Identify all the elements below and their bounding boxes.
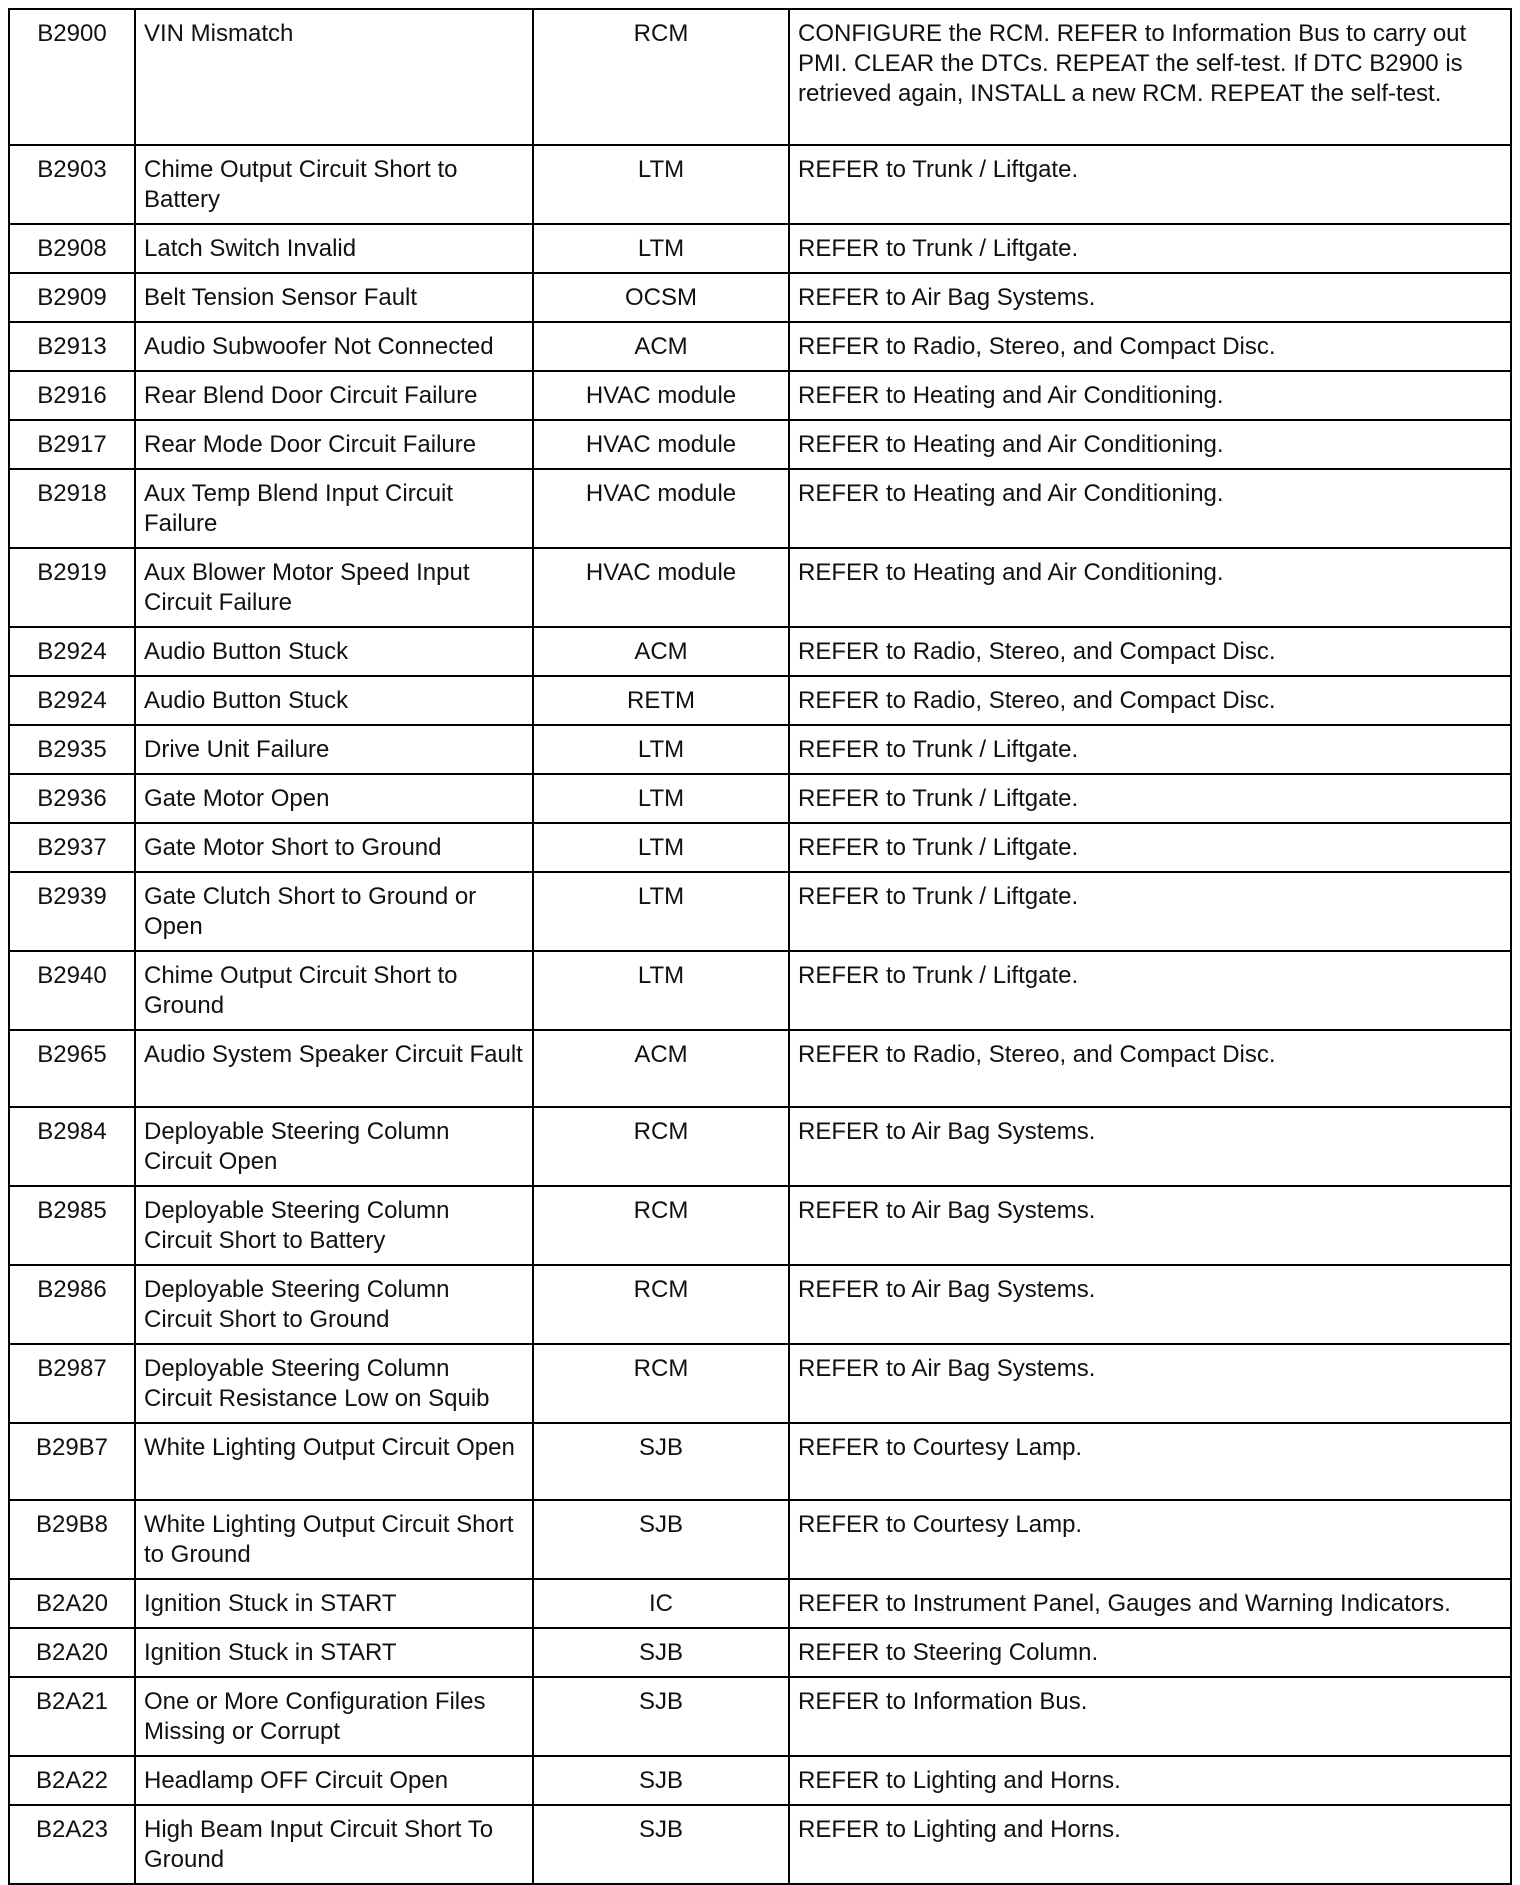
table-row [9,951,1511,1030]
dtc-description-cell: Gate Clutch Short to Ground or Open [135,872,533,951]
table-row [9,774,1511,823]
dtc-description-cell: Belt Tension Sensor Fault [135,273,533,322]
table-row [9,322,1511,371]
table-row [9,627,1511,676]
table-row [9,420,1511,469]
table-row [9,1186,1511,1265]
dtc-action-cell: REFER to Trunk / Liftgate. [789,224,1511,273]
table-row [9,1030,1511,1107]
dtc-code-cell: B2916 [9,371,135,420]
dtc-action-cell: REFER to Radio, Stereo, and Compact Disc. [789,676,1511,725]
dtc-module-cell: SJB [533,1500,789,1579]
table-row [9,273,1511,322]
table-row [9,1423,1511,1500]
table-row [9,1756,1511,1805]
dtc-code-cell: B2A21 [9,1677,135,1756]
dtc-action-cell: REFER to Lighting and Horns. [789,1756,1511,1805]
dtc-module-cell: ACM [533,322,789,371]
dtc-action-cell: REFER to Trunk / Liftgate. [789,951,1511,1030]
dtc-action-cell: REFER to Trunk / Liftgate. [789,823,1511,872]
dtc-module-cell: SJB [533,1805,789,1884]
dtc-description-cell: White Lighting Output Circuit Short to Ground [135,1500,533,1579]
dtc-module-cell: HVAC module [533,420,789,469]
dtc-description-cell: Audio Subwoofer Not Connected [135,322,533,371]
dtc-description-cell: Chime Output Circuit Short to Battery [135,145,533,224]
table-row [9,548,1511,627]
dtc-description-cell: Aux Blower Motor Speed Input Circuit Failure [135,548,533,627]
dtc-module-cell: RETM [533,676,789,725]
dtc-action-cell: REFER to Steering Column. [789,1628,1511,1677]
table-row [9,1628,1511,1677]
dtc-description-cell: Gate Motor Short to Ground [135,823,533,872]
dtc-code-cell: B2924 [9,627,135,676]
dtc-action-cell: REFER to Air Bag Systems. [789,1265,1511,1344]
dtc-code-cell: B2919 [9,548,135,627]
dtc-code-cell: B2924 [9,676,135,725]
table-row [9,1107,1511,1186]
dtc-code-cell: B2918 [9,469,135,548]
dtc-action-cell: REFER to Radio, Stereo, and Compact Disc. [789,1030,1511,1107]
dtc-description-cell: Gate Motor Open [135,774,533,823]
table-row [9,9,1511,145]
dtc-code-cell: B2A23 [9,1805,135,1884]
table-row [9,872,1511,951]
dtc-description-cell: Drive Unit Failure [135,725,533,774]
dtc-action-cell: REFER to Radio, Stereo, and Compact Disc. [789,627,1511,676]
dtc-description-cell: Rear Mode Door Circuit Failure [135,420,533,469]
dtc-code-cell: B29B8 [9,1500,135,1579]
dtc-module-cell: OCSM [533,273,789,322]
dtc-code-cell: B2984 [9,1107,135,1186]
dtc-module-cell: ACM [533,1030,789,1107]
table-row [9,725,1511,774]
dtc-action-cell: REFER to Instrument Panel, Gauges and Warning Indicators. [789,1579,1511,1628]
table-row [9,1579,1511,1628]
dtc-code-cell: B2A22 [9,1756,135,1805]
dtc-code-cell: B2939 [9,872,135,951]
dtc-description-cell: Headlamp OFF Circuit Open [135,1756,533,1805]
table-row [9,823,1511,872]
dtc-code-cell: B2900 [9,9,135,145]
dtc-code-cell: B29B7 [9,1423,135,1500]
dtc-code-cell: B2987 [9,1344,135,1423]
dtc-description-cell: Ignition Stuck in START [135,1628,533,1677]
dtc-code-cell: B2A20 [9,1628,135,1677]
dtc-code-cell: B2985 [9,1186,135,1265]
dtc-action-cell: REFER to Courtesy Lamp. [789,1423,1511,1500]
dtc-module-cell: LTM [533,224,789,273]
dtc-module-cell: SJB [533,1756,789,1805]
dtc-description-cell: Chime Output Circuit Short to Ground [135,951,533,1030]
dtc-description-cell: Rear Blend Door Circuit Failure [135,371,533,420]
dtc-code-cell: B2908 [9,224,135,273]
dtc-action-cell: REFER to Heating and Air Conditioning. [789,548,1511,627]
dtc-module-cell: LTM [533,145,789,224]
dtc-description-cell: High Beam Input Circuit Short To Ground [135,1805,533,1884]
dtc-description-cell: White Lighting Output Circuit Open [135,1423,533,1500]
dtc-table-body [9,9,1511,1884]
dtc-code-cell: B2937 [9,823,135,872]
dtc-action-cell: REFER to Heating and Air Conditioning. [789,371,1511,420]
dtc-description-cell: Deployable Steering Column Circuit Short to Ground [135,1265,533,1344]
table-row [9,371,1511,420]
dtc-action-cell: REFER to Trunk / Liftgate. [789,872,1511,951]
table-row [9,469,1511,548]
dtc-description-cell: Deployable Steering Column Circuit Short to Battery [135,1186,533,1265]
dtc-action-cell: REFER to Trunk / Liftgate. [789,725,1511,774]
dtc-description-cell: Deployable Steering Column Circuit Open [135,1107,533,1186]
dtc-action-cell: REFER to Courtesy Lamp. [789,1500,1511,1579]
dtc-description-cell: Aux Temp Blend Input Circuit Failure [135,469,533,548]
dtc-module-cell: RCM [533,9,789,145]
dtc-action-cell: REFER to Lighting and Horns. [789,1805,1511,1884]
table-row [9,1677,1511,1756]
dtc-action-cell: REFER to Heating and Air Conditioning. [789,420,1511,469]
dtc-code-cell: B2903 [9,145,135,224]
dtc-module-cell: LTM [533,951,789,1030]
dtc-module-cell: HVAC module [533,469,789,548]
dtc-description-cell: Latch Switch Invalid [135,224,533,273]
dtc-module-cell: SJB [533,1423,789,1500]
dtc-action-cell: REFER to Information Bus. [789,1677,1511,1756]
table-row [9,1805,1511,1884]
dtc-description-cell: Ignition Stuck in START [135,1579,533,1628]
dtc-module-cell: RCM [533,1186,789,1265]
dtc-module-cell: LTM [533,774,789,823]
dtc-module-cell: RCM [533,1107,789,1186]
dtc-description-cell: One or More Configuration Files Missing or Corrupt [135,1677,533,1756]
dtc-code-cell: B2965 [9,1030,135,1107]
dtc-module-cell: LTM [533,823,789,872]
dtc-description-cell: Audio System Speaker Circuit Fault [135,1030,533,1107]
dtc-code-cell: B2917 [9,420,135,469]
dtc-module-cell: HVAC module [533,371,789,420]
dtc-action-cell: REFER to Trunk / Liftgate. [789,774,1511,823]
dtc-module-cell: LTM [533,725,789,774]
dtc-module-cell: RCM [533,1265,789,1344]
dtc-code-cell: B2986 [9,1265,135,1344]
dtc-module-cell: SJB [533,1628,789,1677]
dtc-description-cell: VIN Mismatch [135,9,533,145]
dtc-code-cell: B2913 [9,322,135,371]
dtc-description-cell: Deployable Steering Column Circuit Resistance Low on Squib [135,1344,533,1423]
table-row [9,1344,1511,1423]
dtc-code-cell: B2940 [9,951,135,1030]
table-row [9,676,1511,725]
dtc-action-cell: REFER to Air Bag Systems. [789,1107,1511,1186]
dtc-module-cell: LTM [533,872,789,951]
dtc-table [8,8,1512,1885]
dtc-code-cell: B2909 [9,273,135,322]
dtc-module-cell: SJB [533,1677,789,1756]
dtc-module-cell: RCM [533,1344,789,1423]
dtc-module-cell: HVAC module [533,548,789,627]
dtc-module-cell: ACM [533,627,789,676]
dtc-description-cell: Audio Button Stuck [135,627,533,676]
table-row [9,224,1511,273]
dtc-action-cell: REFER to Air Bag Systems. [789,273,1511,322]
dtc-description-cell: Audio Button Stuck [135,676,533,725]
table-row [9,1500,1511,1579]
dtc-code-cell: B2A20 [9,1579,135,1628]
dtc-action-cell: REFER to Trunk / Liftgate. [789,145,1511,224]
dtc-action-cell: REFER to Air Bag Systems. [789,1344,1511,1423]
table-row [9,145,1511,224]
dtc-code-cell: B2936 [9,774,135,823]
dtc-action-cell: REFER to Heating and Air Conditioning. [789,469,1511,548]
dtc-action-cell: CONFIGURE the RCM. REFER to Information Bus to carry out PMI. CLEAR the DTCs. REPEAT the self-test. If DTC B2900 is retrieved again, INSTALL a new RCM. REPEAT the self-test. [789,9,1511,145]
dtc-action-cell: REFER to Radio, Stereo, and Compact Disc. [789,322,1511,371]
dtc-module-cell: IC [533,1579,789,1628]
table-row [9,1265,1511,1344]
dtc-code-cell: B2935 [9,725,135,774]
dtc-action-cell: REFER to Air Bag Systems. [789,1186,1511,1265]
